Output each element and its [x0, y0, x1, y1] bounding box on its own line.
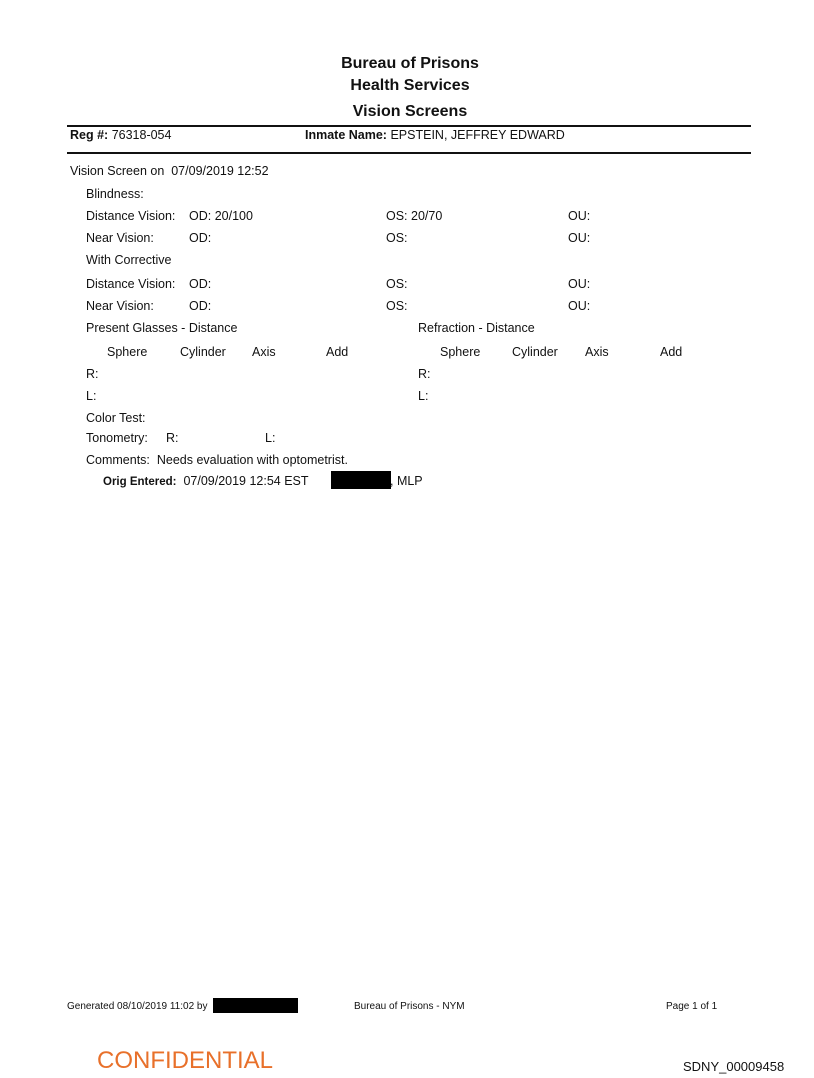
- glasses-right-label: R:: [86, 367, 99, 381]
- near-od-label: OD:: [189, 231, 212, 245]
- refraction-right-label: R:: [418, 367, 431, 381]
- distance-od-label: OD:: [189, 209, 212, 223]
- comments-value: Needs evaluation with optometrist.: [156, 453, 348, 467]
- distance-ou-label: OU:: [568, 209, 591, 223]
- header-top-rule: [67, 125, 751, 127]
- present-glasses-label: Present Glasses - Distance: [86, 321, 238, 335]
- refraction-axis-header: Axis: [585, 345, 609, 359]
- near-vision-label: Near Vision:: [86, 231, 154, 245]
- distance-od-value: 20/100: [214, 209, 253, 223]
- distance-od: [189, 209, 253, 223]
- confidential-stamp: CONFIDENTIAL: [97, 1047, 274, 1074]
- page-title: Bureau of Prisons: [341, 55, 479, 72]
- vision-screen-label: Vision Screen on: [70, 164, 165, 178]
- refraction-label: Refraction - Distance: [418, 321, 535, 335]
- generated-text: Generated 08/10/2019 11:02 by: [67, 1001, 208, 1012]
- tonometry-left-label: L:: [265, 431, 276, 445]
- distance-vision-label: Distance Vision:: [86, 209, 176, 223]
- blindness-label: Blindness:: [86, 187, 144, 201]
- corrected-near-ou-label: OU:: [568, 299, 591, 313]
- orig-entered-suffix: , MLP: [390, 474, 423, 488]
- refraction-sphere-header: Sphere: [440, 345, 481, 359]
- near-ou-label: OU:: [568, 231, 591, 245]
- reg-number: [70, 128, 171, 142]
- section-title: Vision Screens: [352, 103, 468, 120]
- orig-entered-value: 07/09/2019 12:54 EST: [183, 474, 309, 488]
- page-number: Page 1 of 1: [666, 1001, 718, 1012]
- distance-os-value: 20/70: [411, 209, 443, 223]
- glasses-cylinder-header: Cylinder: [180, 345, 226, 359]
- glasses-axis-header: Axis: [252, 345, 276, 359]
- corrected-distance-ou-label: OU:: [568, 277, 591, 291]
- comments-line: [86, 453, 348, 467]
- corrected-distance-od-label: OD:: [189, 277, 212, 291]
- comments-label: Comments:: [86, 453, 150, 467]
- glasses-left-label: L:: [86, 389, 97, 403]
- distance-os: [386, 209, 442, 223]
- refraction-cylinder-header: Cylinder: [512, 345, 558, 359]
- color-test-label: Color Test:: [86, 411, 146, 425]
- orig-entered-line: [103, 474, 309, 488]
- refraction-add-header: Add: [660, 345, 683, 359]
- vision-screen-line: [70, 164, 269, 178]
- corrected-near-os-label: OS:: [386, 299, 408, 313]
- redaction-block-clinician: [331, 471, 391, 489]
- glasses-add-header: Add: [326, 345, 349, 359]
- orig-entered-label: Orig Entered:: [103, 476, 177, 488]
- footer-center: Bureau of Prisons - NYM: [354, 1001, 465, 1012]
- bates-number: SDNY_00009458: [683, 1059, 785, 1074]
- reg-label: Reg #:: [70, 128, 109, 142]
- inmate-name: [305, 128, 565, 142]
- corrected-near-label: Near Vision:: [86, 299, 154, 313]
- with-corrective-label: With Corrective: [86, 253, 172, 267]
- inmate-label: Inmate Name:: [305, 128, 387, 142]
- redaction-block-generator: [213, 998, 298, 1013]
- near-os-label: OS:: [386, 231, 408, 245]
- distance-os-label: OS:: [386, 209, 408, 223]
- corrected-distance-os-label: OS:: [386, 277, 408, 291]
- reg-value: 76318-054: [111, 128, 172, 142]
- corrected-near-od-label: OD:: [189, 299, 212, 313]
- corrected-distance-label: Distance Vision:: [86, 277, 176, 291]
- header-bottom-rule: [67, 152, 751, 154]
- tonometry-right-label: R:: [166, 431, 179, 445]
- vision-screen-datetime: 07/09/2019 12:52: [171, 164, 269, 178]
- page-subtitle: Health Services: [350, 77, 470, 94]
- inmate-value: EPSTEIN, JEFFREY EDWARD: [390, 128, 565, 142]
- tonometry-label: Tonometry:: [86, 431, 148, 445]
- glasses-sphere-header: Sphere: [107, 345, 148, 359]
- refraction-left-label: L:: [418, 389, 429, 403]
